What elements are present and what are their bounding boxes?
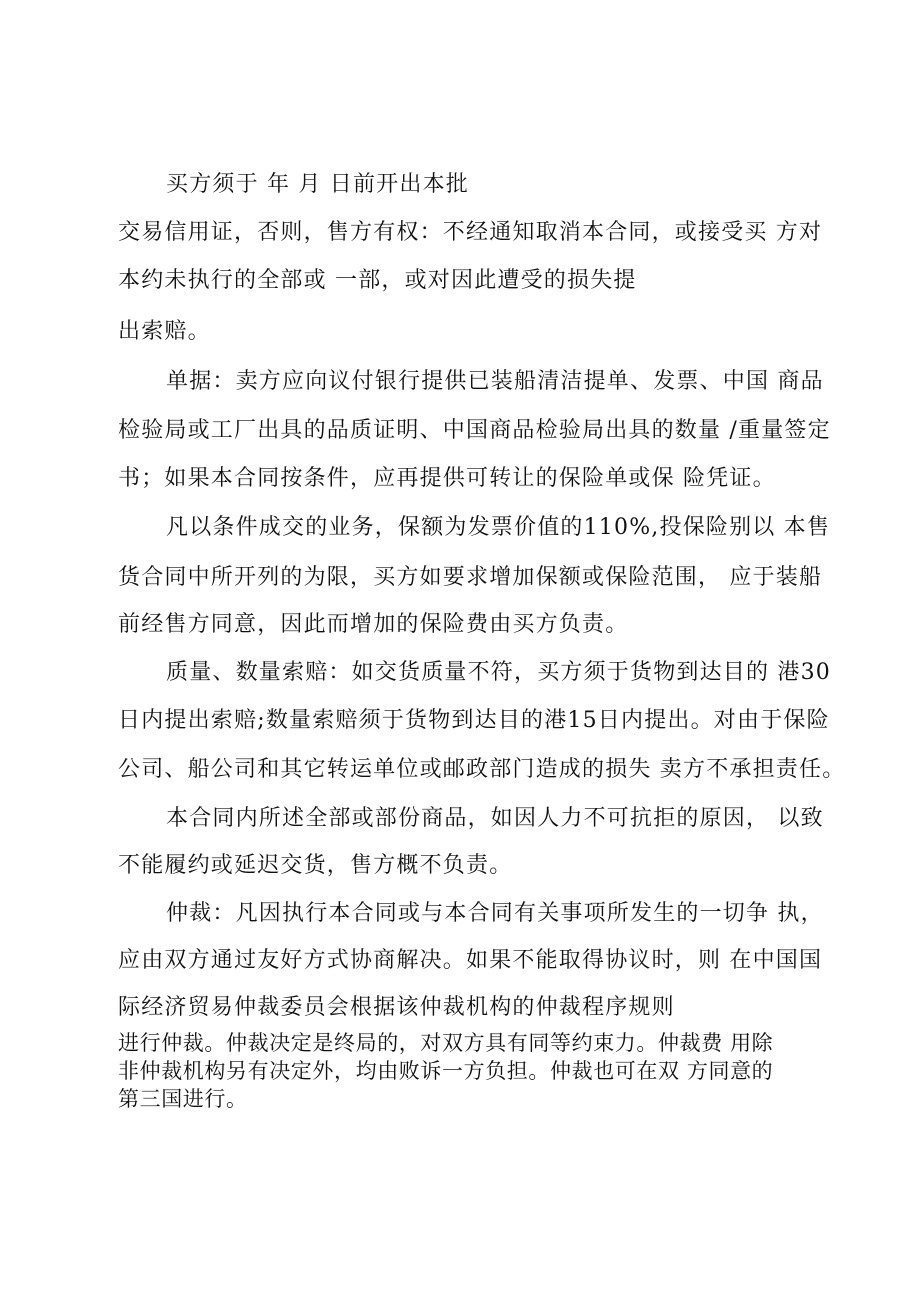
text-line: 单据：卖方应向议付银行提供已装船清洁提单、发票、中国 商品 <box>166 369 824 394</box>
text-line: 仲裁：凡因执行本合同或与本合同有关事项所发生的一切争 执， <box>166 901 824 926</box>
text-line: 应由双方通过友好方式协商解决。如果不能取得协议时，则 在中国国 <box>118 948 823 973</box>
text-line: 公司、船公司和其它转运单位或邮政部门造成的损失 卖方不承担责任。 <box>118 757 846 782</box>
text-line: 前经售方同意，因此而增加的保险费由买方负责。 <box>118 612 629 637</box>
text-line: 日内提出索赔;数量索赔须于货物到达目的港15日内提出。对由于保险 <box>118 708 830 733</box>
text-line: 交易信用证，否则，售方有权：不经通知取消本合同，或接受买 方对 <box>118 220 823 245</box>
text-line: 检验局或工厂出具的品质证明、中国商品检验局出具的数量 /重量签定 <box>118 418 831 443</box>
text-line: 际经济贸易仲裁委员会根据该仲裁机构的仲裁程序规则 <box>118 995 675 1020</box>
text-line: 非仲裁机构另有决定外，均由败诉一方负担。仲裁也可在双 方同意的 <box>118 1059 774 1083</box>
text-line: 不能履约或延迟交货，售方概不负责。 <box>118 853 513 878</box>
text-line: 质量、数量索赔：如交货质量不符，买方须于货物到达目的 港30 <box>166 660 831 685</box>
text-line: 出索赔。 <box>118 319 211 344</box>
text-line: 本合同内所述全部或部份商品，如因人力不可抗拒的原因， 以致 <box>166 806 824 831</box>
text-line: 凡以条件成交的业务，保额为发票价值的110%,投保险别以 本售 <box>166 515 831 540</box>
text-line: 第三国进行。 <box>118 1087 248 1111</box>
text-line: 买方须于 年 月 日前开出本批 <box>166 172 469 197</box>
text-line: 本约未执行的全部或 一部，或对因此遭受的损失提 <box>118 268 637 293</box>
text-line: 进行仲裁。仲裁决定是终局的，对双方具有同等约束力。仲裁费 用除 <box>118 1031 774 1055</box>
text-line: 货合同中所开列的为限，买方如要求增加保额或保险范围， 应于装船 <box>118 565 823 590</box>
text-line: 书；如果本合同按条件，应再提供可转让的保险单或保 险凭证。 <box>118 466 776 491</box>
